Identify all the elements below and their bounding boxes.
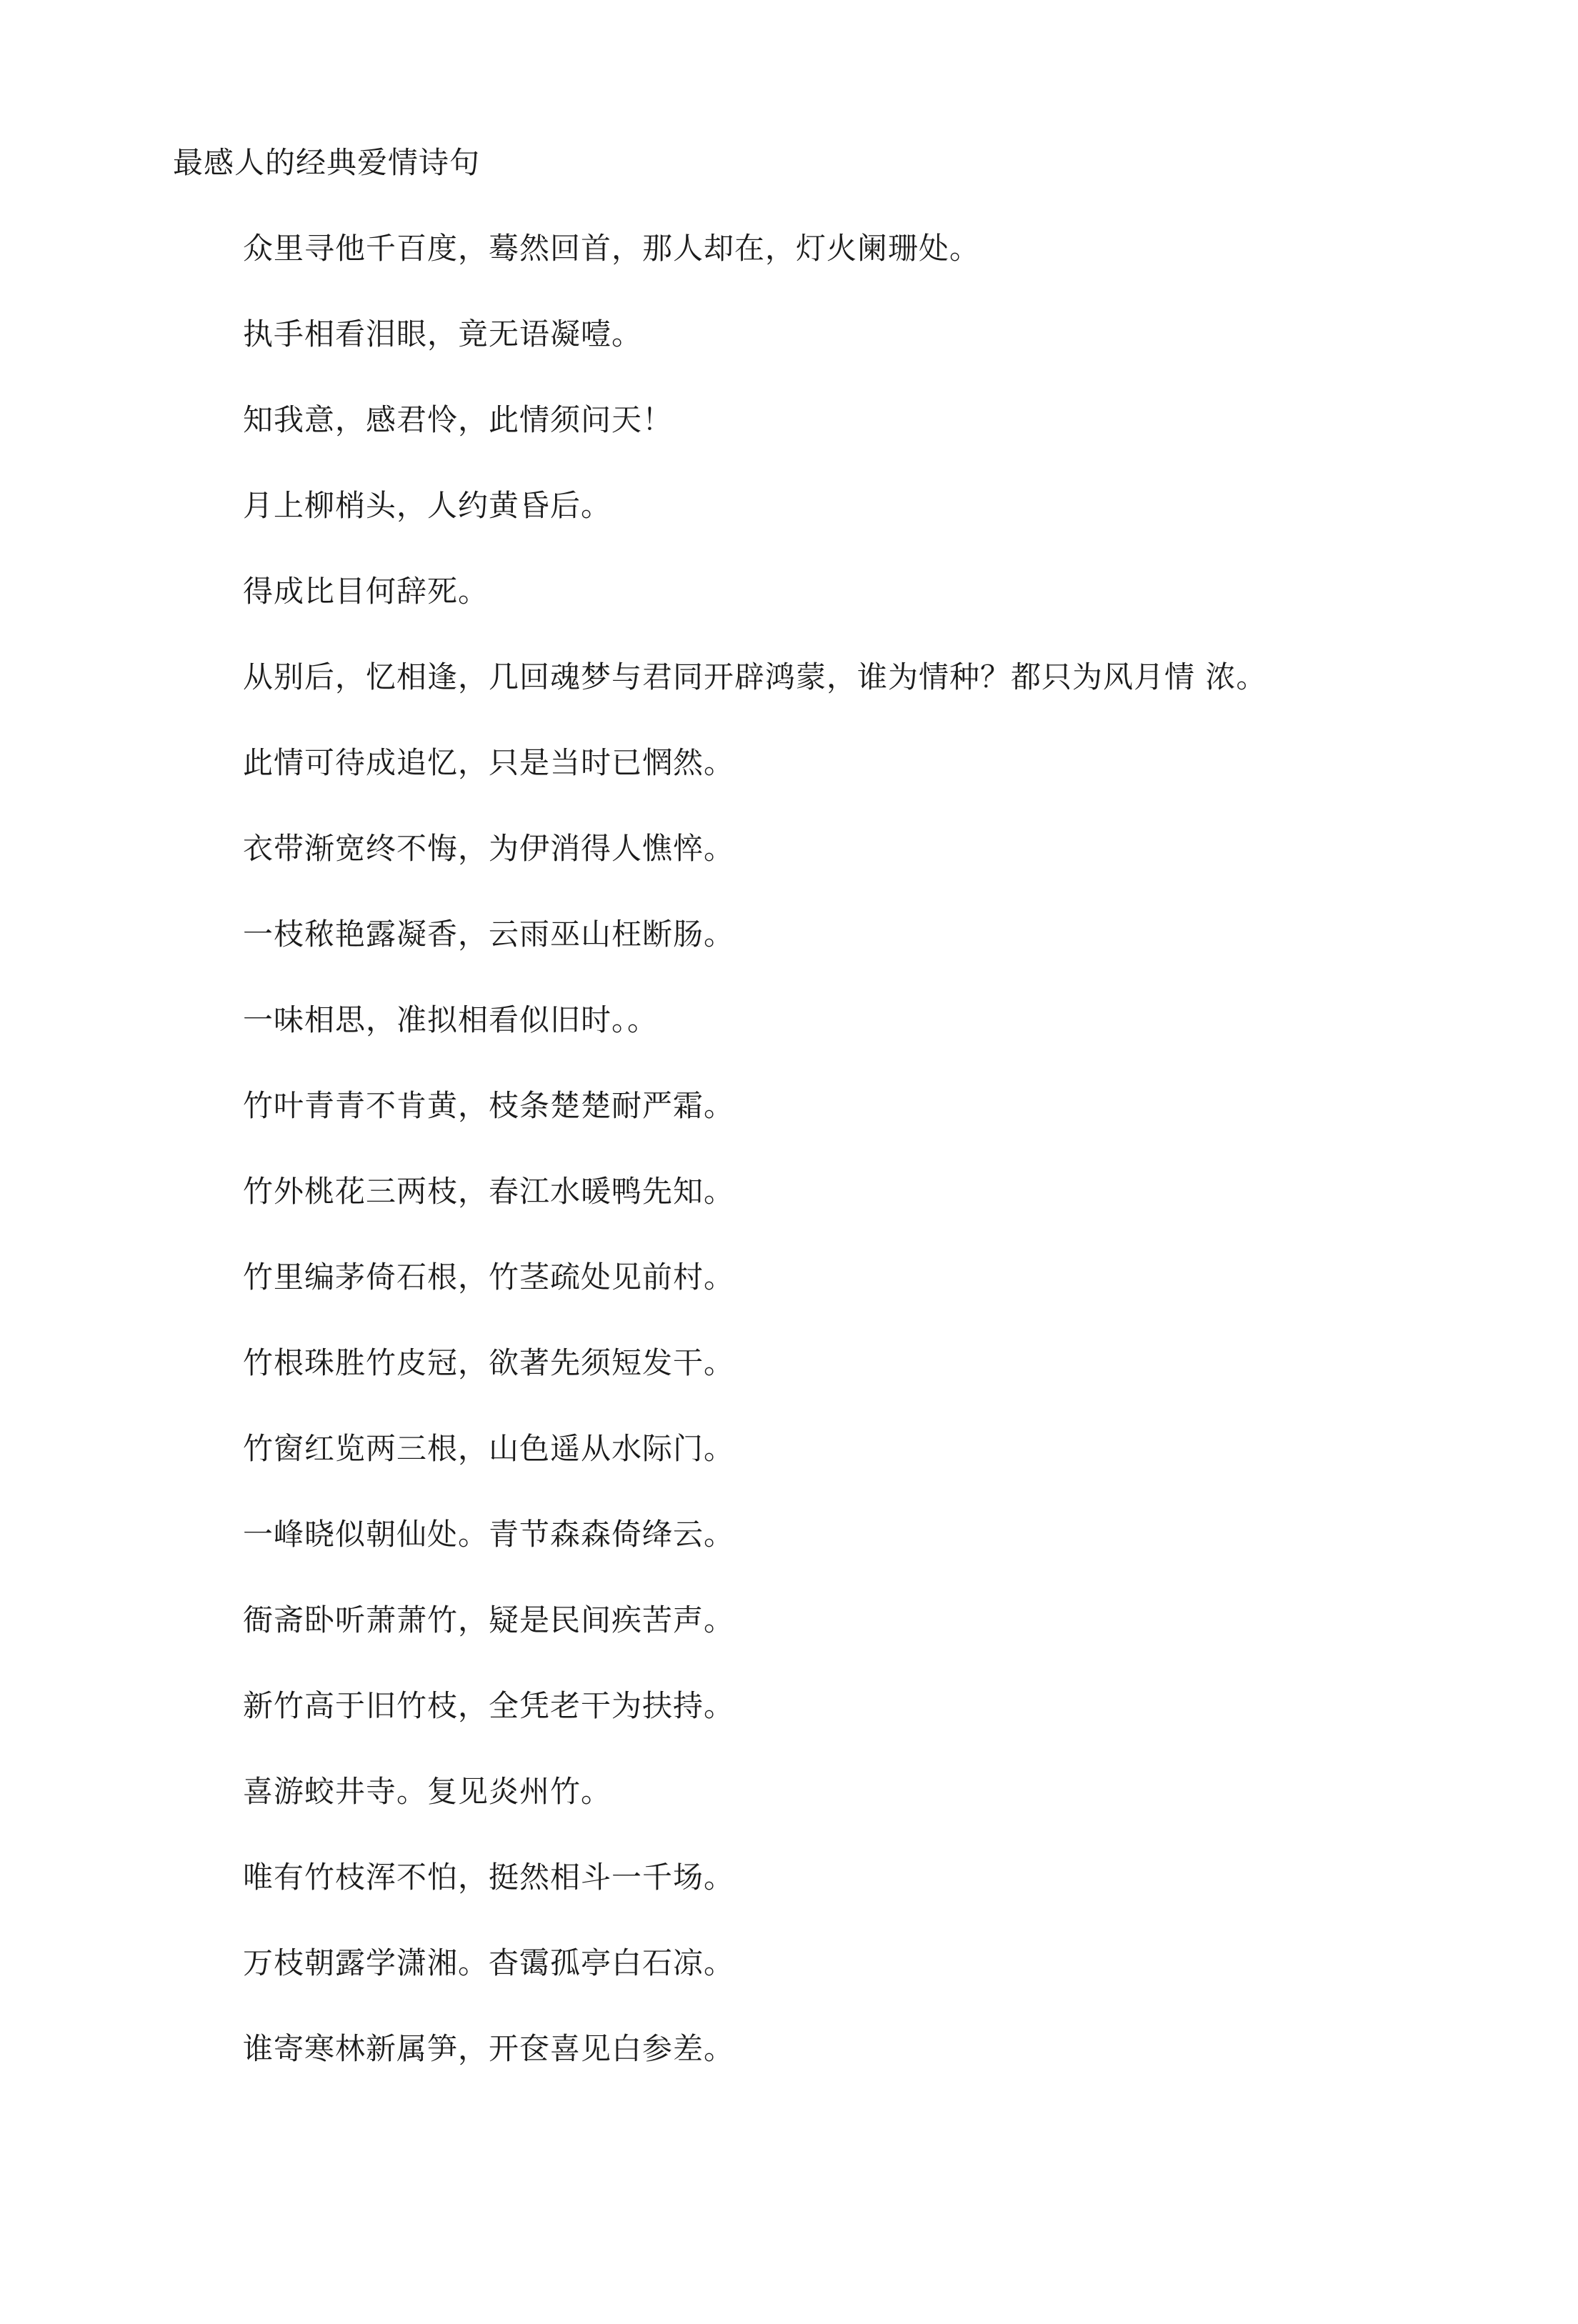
poem-line: 得成比目何辞死。 xyxy=(243,574,489,609)
document-title: 最感人的经典爱情诗句 xyxy=(173,145,481,180)
poem-line: 衙斋卧听萧萧竹，疑是民间疾苦声。 xyxy=(243,1602,735,1637)
poem-line: 一味相思，准拟相看似旧时。。 xyxy=(243,1002,659,1037)
poem-line: 衣带渐宽终不悔，为伊消得人憔悴。 xyxy=(243,831,735,866)
poem-line: 此情可待成追忆，只是当时已惘然。 xyxy=(243,745,735,780)
poem-line: 月上柳梢头，人约黄昏后。 xyxy=(243,488,612,523)
poem-line: 竹里编茅倚石根，竹茎疏处见前村。 xyxy=(243,1260,735,1295)
poem-line: 谁寄寒林新属笋，开奁喜见白参差。 xyxy=(243,2031,735,2066)
poem-line: 执手相看泪眼，竟无语凝噎。 xyxy=(243,316,643,351)
poem-line: 竹外桃花三两枝，春江水暖鸭先知。 xyxy=(243,1174,735,1209)
poem-line: 唯有竹枝浑不怕，挺然相斗一千场。 xyxy=(243,1860,735,1895)
poem-line: 知我意，感君怜，此情须问天！ xyxy=(243,402,674,437)
poem-line: 喜游蛟井寺。复见炎州竹。 xyxy=(243,1774,612,1809)
poem-line: 竹根珠胜竹皮冠，欲著先须短发干。 xyxy=(243,1345,735,1380)
poem-line: 竹窗红览两三根，山色遥从水际门。 xyxy=(243,1431,735,1466)
poem-line-list xyxy=(243,227,1267,2113)
poem-line: 竹叶青青不肯黄，枝条楚楚耐严霜。 xyxy=(243,1088,735,1123)
poem-line: 众里寻他千百度，蓦然回首，那人却在，灯火阑珊处。 xyxy=(243,231,981,266)
poem-line: 新竹高于旧竹枝，全凭老干为扶持。 xyxy=(243,1688,735,1723)
poem-line: 万枝朝露学潇湘。杳霭孤亭白石凉。 xyxy=(243,1945,735,1980)
poem-line: 一枝秾艳露凝香，云雨巫山枉断肠。 xyxy=(243,917,735,952)
poem-line: 一峰晓似朝仙处。青节森森倚绛云。 xyxy=(243,1517,735,1552)
poem-line: 从别后，忆相逢，几回魂梦与君同开辟鸿蒙，谁为情种？都只为风月情 浓。 xyxy=(243,659,1267,694)
